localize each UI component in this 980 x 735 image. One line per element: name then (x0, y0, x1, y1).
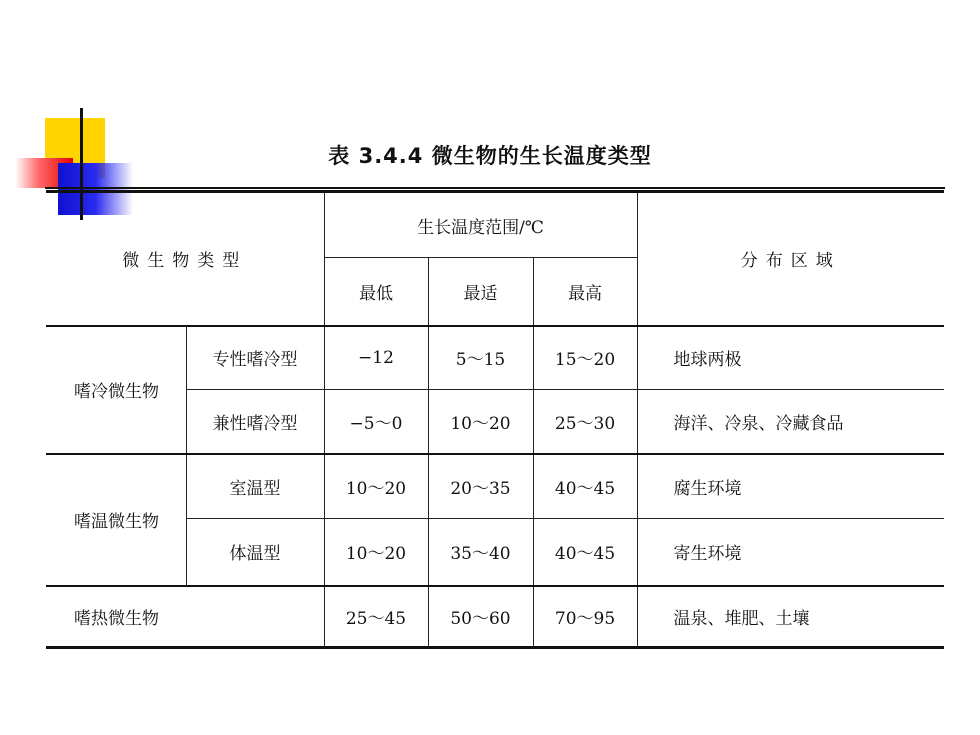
max-cell: 15～20 (533, 326, 637, 390)
region-cell: 寄生环境 (637, 519, 944, 586)
min-cell: 25～45 (324, 586, 428, 648)
optimal-cell: 20～35 (428, 454, 533, 519)
min-cell: 10～20 (324, 519, 428, 586)
min-cell: −12 (324, 326, 428, 390)
max-cell: 40～45 (533, 454, 637, 519)
temperature-type-table (46, 190, 944, 649)
table-caption: 表 3.4.4 微生物的生长温度类型 (328, 144, 652, 168)
max-cell: 25～30 (533, 390, 637, 454)
header-growth-range: 生长温度范围/℃ (324, 192, 637, 258)
group-name: 嗜热微生物 (46, 586, 324, 648)
min-cell: 10～20 (324, 454, 428, 519)
header-microbe-type: 微生物类型 (46, 192, 324, 326)
header-min: 最低 (324, 258, 428, 326)
region-cell: 地球两极 (637, 326, 944, 390)
subtype-cell: 专性嗜冷型 (186, 326, 324, 390)
region-cell: 腐生环境 (637, 454, 944, 519)
region-cell: 温泉、堆肥、土壤 (637, 586, 944, 648)
header-max: 最高 (533, 258, 637, 326)
optimal-cell: 10～20 (428, 390, 533, 454)
header-optimal: 最适 (428, 258, 533, 326)
subtype-cell: 兼性嗜冷型 (186, 390, 324, 454)
header-distribution-region: 分布区域 (637, 192, 944, 326)
min-cell: −5～0 (324, 390, 428, 454)
region-cell: 海洋、冷泉、冷藏食品 (637, 390, 944, 454)
horizontal-rule (45, 187, 945, 189)
optimal-cell: 5～15 (428, 326, 533, 390)
max-cell: 70～95 (533, 586, 637, 648)
group-name: 嗜温微生物 (46, 454, 186, 586)
max-cell: 40～45 (533, 519, 637, 586)
subtype-cell: 室温型 (186, 454, 324, 519)
subtype-cell: 体温型 (186, 519, 324, 586)
optimal-cell: 50～60 (428, 586, 533, 648)
optimal-cell: 35～40 (428, 519, 533, 586)
group-name: 嗜冷微生物 (46, 326, 186, 454)
